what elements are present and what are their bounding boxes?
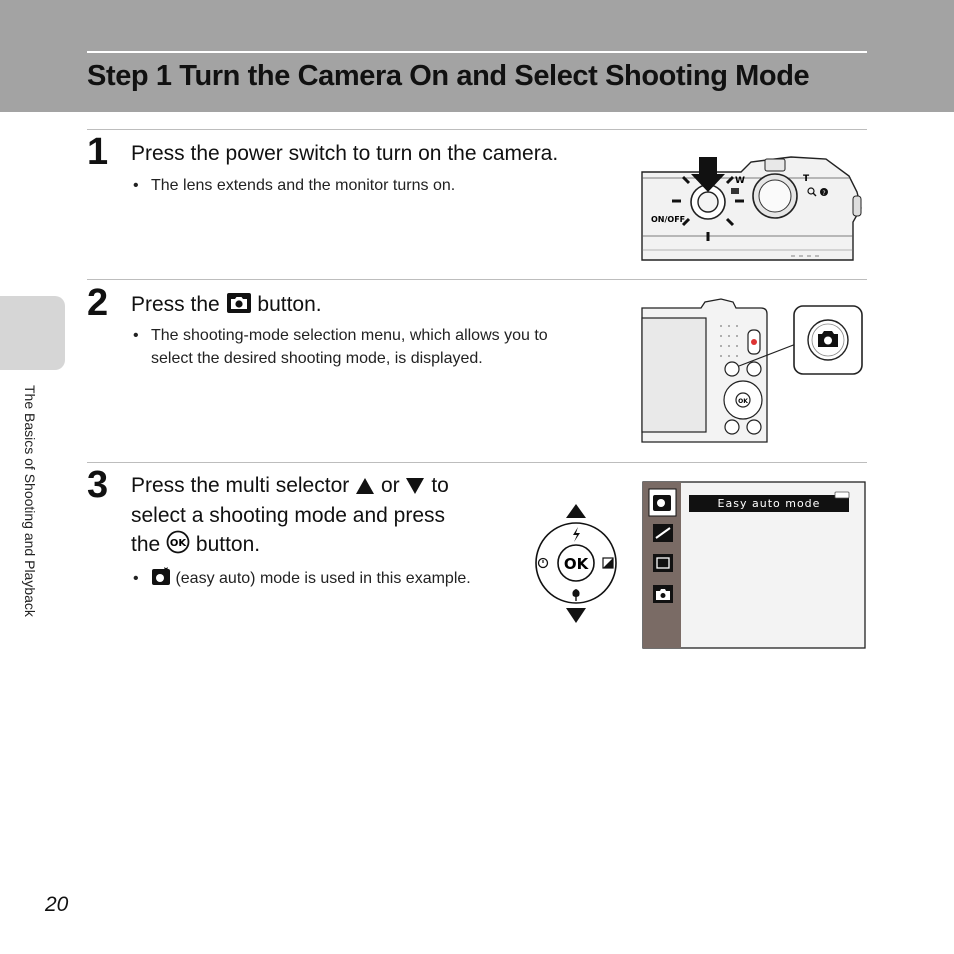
step-3-instruction (131, 471, 449, 560)
section-tab (0, 296, 65, 370)
step-3-line-3 (131, 533, 260, 556)
step-1-bullet-text: The lens extends and the monitor turns on. (151, 177, 456, 194)
zoom-tele-label: T (803, 174, 810, 184)
bullet-dot: • (133, 570, 139, 587)
onoff-label: ON/OFF (651, 215, 686, 224)
lcd-auto-mode-icon (653, 585, 673, 603)
step-2-bullet-line-2: select the desired shooting mode, is displayed. (151, 350, 483, 367)
camera-monitor (642, 318, 706, 432)
selector-ok-label: OK (563, 555, 589, 573)
menu-button (725, 420, 739, 434)
multi-selector-illustration (531, 501, 623, 627)
easy-auto-mode-icon (151, 566, 171, 586)
exposure-icon (603, 558, 613, 568)
battery-icon (835, 492, 849, 498)
svg-text:OK: OK (738, 398, 748, 405)
page-title: Step 1 Turn the Camera On and Select Shooting Mode (87, 60, 810, 92)
step-2-rule (87, 279, 867, 280)
section-label: The Basics of Shooting and Playback (22, 385, 38, 617)
ok-button-icon (166, 530, 190, 554)
step-3-line-1-b: or (380, 474, 400, 497)
step-1-instruction: Press the power switch to turn on the camera. (131, 142, 559, 165)
selector-down-arrow-icon (566, 608, 586, 623)
lcd-easy-auto-icon (653, 495, 671, 511)
step-3-number: 3 (87, 464, 109, 506)
step-3-line-3-a: the (131, 533, 161, 556)
step-1-rule (87, 129, 867, 130)
up-arrow-icon (355, 477, 375, 495)
svg-text:?: ? (822, 190, 826, 197)
thumbnail-icon (731, 188, 739, 194)
step-3-rule (87, 462, 867, 463)
step-1-number: 1 (87, 131, 109, 173)
step-3-line-1-a: Press the multi selector (131, 474, 350, 497)
step-3-bullet (133, 566, 471, 590)
step-3-bullet-text: (easy auto) mode is used in this example. (175, 570, 471, 587)
step-2-text-after: button. (257, 293, 322, 316)
step-2-instruction (131, 290, 322, 320)
svg-text:OK: OK (169, 538, 187, 549)
step-3-line-1 (131, 474, 449, 497)
step-2-text-before: Press the (131, 293, 220, 316)
step-3-line-2: select a shooting mode and press (131, 503, 446, 527)
delete-button (747, 420, 761, 434)
bullet-dot: • (133, 327, 139, 344)
lcd-scene-icon (653, 524, 673, 542)
lcd-mode-label: Easy auto mode (717, 497, 821, 510)
step-2-number: 2 (87, 282, 109, 324)
shooting-mode-camera-icon (226, 292, 252, 314)
page-number: 20 (45, 893, 69, 916)
camera-power-switch-illustration (641, 148, 867, 266)
step-3-line-3-b: button. (195, 533, 261, 556)
step-1-bullet (133, 174, 455, 197)
selector-up-arrow-icon (566, 504, 586, 518)
step-2-bullet-line-1: The shooting-mode selection menu, which allows you to (151, 327, 548, 344)
power-switch (698, 192, 718, 212)
shooting-mode-button (725, 362, 739, 376)
header-band (0, 0, 954, 112)
down-arrow-icon (405, 477, 425, 495)
playback-button (747, 362, 761, 376)
step-3-line-1-c: to (431, 474, 449, 497)
lcd-mode-menu-illustration (642, 481, 867, 650)
lcd-smart-portrait-icon (653, 554, 673, 572)
step-2-bullet (133, 324, 548, 370)
zoom-wide-label: W (735, 176, 745, 186)
header-rule (87, 51, 867, 53)
bullet-dot: • (133, 177, 139, 194)
camera-back-illustration (641, 296, 866, 446)
